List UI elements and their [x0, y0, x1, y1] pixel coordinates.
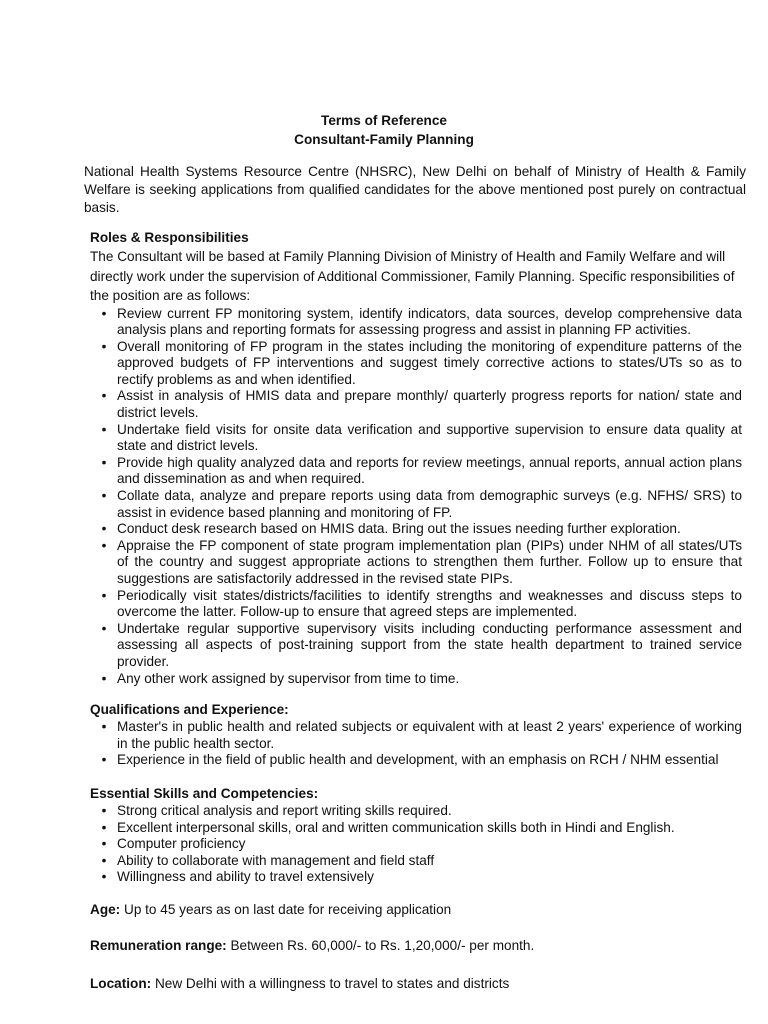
- bullet-icon: •: [101, 852, 107, 868]
- list-item: • Undertake regular supportive supervisory visits including conducting performance assessment and assessing all aspects of post-training support from the state health department to trained service provider.: [90, 621, 742, 671]
- title-line-1: Terms of Reference: [321, 113, 447, 128]
- skills-section: [90, 785, 742, 886]
- list-item: • Excellent interpersonal skills, oral and written communication skills both in Hindi and English.: [90, 820, 742, 837]
- remuneration-label: Remuneration range:: [90, 938, 227, 953]
- location-value: New Delhi with a willingness to travel to states and districts: [151, 976, 510, 991]
- roles-heading: Roles & Responsibilities: [90, 230, 249, 245]
- location-label: Location:: [90, 976, 152, 991]
- bullet-icon: •: [101, 305, 107, 321]
- location-line: [90, 975, 742, 993]
- skills-list: [90, 803, 742, 886]
- roles-list: [90, 306, 742, 688]
- remuneration-value: Between Rs. 60,000/- to Rs. 1,20,000/- per month.: [226, 938, 535, 953]
- list-item: • Conduct desk research based on HMIS data. Bring out the issues needing further exploration.: [90, 521, 742, 538]
- bullet-icon: •: [101, 388, 107, 404]
- roles-section: [90, 229, 742, 687]
- qualifications-heading: Qualifications and Experience:: [90, 702, 289, 717]
- list-item: • Computer proficiency: [90, 836, 742, 853]
- list-item: • Review current FP monitoring system, identify indicators, data sources, develop comprehensive data analysis plans and reporting formats for assessing progress and assist in planning FP activities.: [90, 306, 742, 339]
- age-value: Up to 45 years as on last date for receiving application: [120, 902, 452, 917]
- bullet-icon: •: [101, 421, 107, 437]
- age-line: [90, 901, 742, 919]
- list-item: • Undertake field visits for onsite data verification and supportive supervision to ensure data quality at state and district levels.: [90, 422, 742, 455]
- roles-paragraph: The Consultant will be based at Family Planning Division of Ministry of Health and Family Welfare and will directly work under the supervision of Additional Commissioner, Family Planning. Specific responsibilities of the position are as follows:: [90, 249, 735, 303]
- bullet-icon: •: [101, 836, 107, 852]
- qualifications-list: [90, 719, 742, 769]
- intro-paragraph: National Health Systems Resource Centre (NHSRC), New Delhi on behalf of Ministry of Health & Family Welfare is seeking applications from qualified candidates for the above mentioned post purely on contractual basis.: [84, 164, 746, 215]
- bullet-icon: •: [101, 587, 107, 603]
- bullet-icon: •: [101, 719, 107, 734]
- bullet-icon: •: [101, 338, 107, 354]
- list-item: • Collate data, analyze and prepare reports using data from demographic surveys (e.g. NFHS/ SRS) to assist in evidence based planning and monitoring of FP.: [90, 488, 742, 521]
- remuneration-line: [90, 937, 742, 955]
- skills-heading: Essential Skills and Competencies:: [90, 786, 319, 801]
- bullet-icon: •: [101, 454, 107, 470]
- bullet-icon: •: [101, 620, 107, 636]
- list-item: • Overall monitoring of FP program in the states including the monitoring of expenditure patterns of the approved budgets of FP interventions and suggest timely corrective actions to states/UTs so as to rectify problems as and when identified.: [90, 339, 742, 389]
- list-item: • Appraise the FP component of state program implementation plan (PIPs) under NHM of all states/UTs of the country and suggest appropriate actions to strengthen them further. Follow up to ensure that suggestions are satisfactorily addressed in the revised state PIPs.: [90, 538, 742, 588]
- title-line-2: Consultant-Family Planning: [294, 132, 474, 147]
- qualifications-section: [90, 701, 742, 769]
- list-item: • Willingness and ability to travel extensively: [90, 869, 742, 886]
- list-item: • Strong critical analysis and report writing skills required.: [90, 803, 742, 820]
- bullet-icon: •: [101, 752, 107, 768]
- bullet-icon: •: [101, 819, 107, 835]
- document-title: [0, 111, 768, 149]
- list-item: • Periodically visit states/districts/facilities to identify strengths and weaknesses and discuss steps to overcome the latter. Follow-up to ensure that agreed steps are implemented.: [90, 588, 742, 621]
- bullet-icon: •: [101, 488, 107, 504]
- list-item: • Ability to collaborate with management and field staff: [90, 853, 742, 870]
- age-label: Age:: [90, 902, 121, 917]
- list-item: • Any other work assigned by supervisor from time to time.: [90, 671, 742, 688]
- list-item: • Provide high quality analyzed data and reports for review meetings, annual reports, annual action plans and dissemination as and when required.: [90, 455, 742, 488]
- list-item: • Experience in the field of public health and development, with an emphasis on RCH / NHM essential: [90, 752, 742, 769]
- list-item: • Master's in public health and related subjects or equivalent with at least 2 years' experience of working in the public health sector.: [90, 719, 742, 752]
- bullet-icon: •: [101, 521, 107, 537]
- bullet-icon: •: [101, 803, 107, 818]
- list-item: • Assist in analysis of HMIS data and prepare monthly/ quarterly progress reports for nation/ state and district levels.: [90, 388, 742, 421]
- bullet-icon: •: [101, 670, 107, 686]
- bullet-icon: •: [101, 537, 107, 553]
- bullet-icon: •: [101, 869, 107, 885]
